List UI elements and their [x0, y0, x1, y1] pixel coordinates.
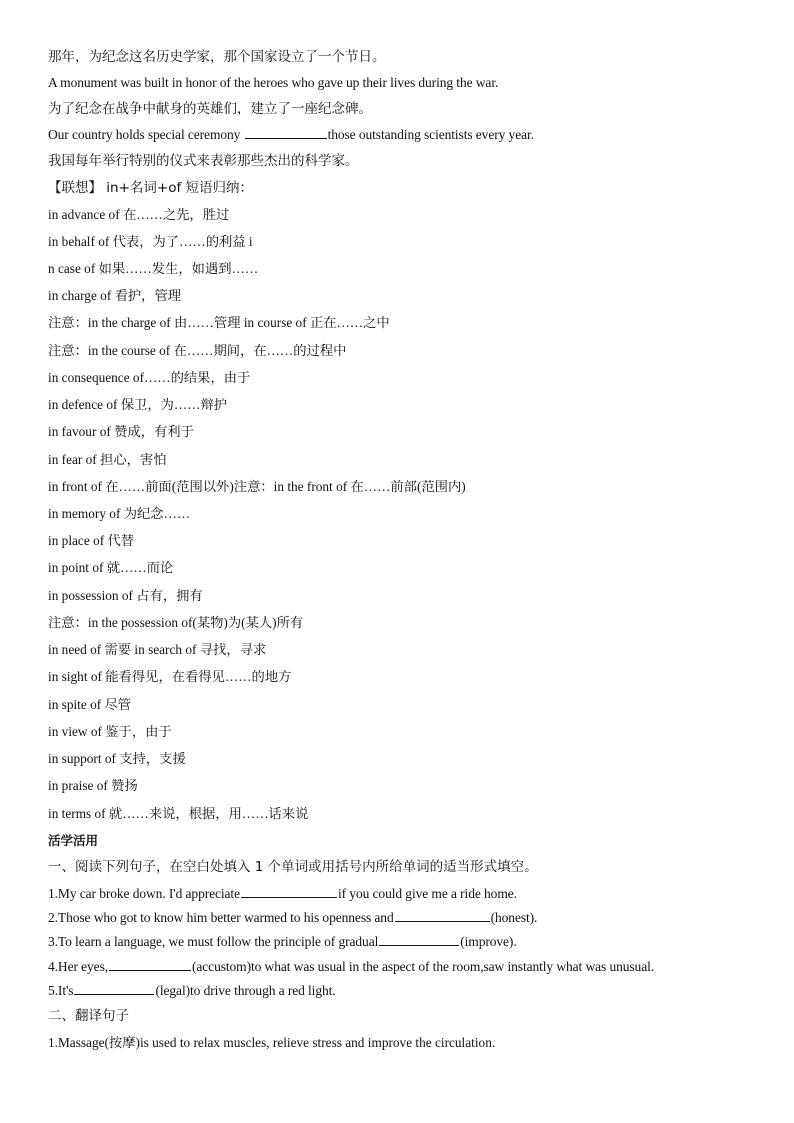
phrase-item: in spite of 尽管 [48, 697, 132, 712]
phrase-item: in front of 在……前面(范围以外)注意：in the front of 在……前部(范围内) [48, 479, 466, 494]
phrase-item: in praise of 赞扬 [48, 778, 138, 793]
exercise-item [48, 958, 654, 976]
sentence-cn: 我国每年举行特别的仪式来表彰那些杰出的科学家。 [48, 153, 359, 169]
phrase-item: in advance of 在……之先，胜过 [48, 207, 230, 222]
answer-blank [109, 958, 191, 971]
text-before-blank: 4.Her eyes, [48, 959, 108, 974]
phrase-note: 注意：in the charge of 由……管理 in course of 正在……之中 [48, 315, 390, 330]
phrase-item: in point of 就……而论 [48, 560, 174, 575]
phrase-item: in support of 支持，支援 [48, 751, 186, 766]
text-after-blank: (legal)to drive through a red light. [155, 983, 336, 998]
text-before-blank: Our country holds special ceremony [48, 127, 244, 142]
phrase-item: in terms of 就……来说，根据，用……话来说 [48, 806, 309, 821]
section-instruction: 一、阅读下列句子，在空白处填入 1 个单词或用括号内所给单词的适当形式填空。 [48, 859, 538, 875]
fill-sentence [48, 126, 534, 144]
answer-blank [395, 909, 490, 922]
answer-blank [245, 126, 327, 139]
section-heading: 二、翻译句子 [48, 1008, 129, 1024]
phrase-item: in need of 需要 in search of 寻找，寻求 [48, 642, 267, 657]
phrase-item: in view of 鉴于，由于 [48, 724, 172, 739]
text-after-blank: those outstanding scientists every year. [327, 127, 534, 142]
phrase-item: in place of 代替 [48, 533, 135, 548]
answer-blank [74, 982, 154, 995]
text-before-blank: 3.To learn a language, we must follow the principle of gradual [48, 934, 379, 949]
text-after-blank: if you could give me a ride home. [337, 886, 517, 901]
sentence-en: A monument was built in honor of the heroes who gave up their lives during the war. [48, 75, 499, 90]
phrase-item: in possession of 占有，拥有 [48, 588, 203, 603]
phrase-item: in memory of 为纪念…… [48, 506, 191, 521]
phrase-item: in charge of 看护，管理 [48, 288, 182, 303]
exercise-item [48, 909, 537, 927]
text-before-blank: 1.My car broke down. I'd appreciate [48, 886, 240, 901]
phrase-item: n case of 如果……发生，如遇到…… [48, 261, 259, 276]
phrase-item: in defence of 保卫，为……辩护 [48, 397, 228, 412]
text-after-blank: (improve). [460, 934, 517, 949]
phrase-item: in consequence of……的结果，由于 [48, 370, 251, 385]
phrase-note: 注意：in the course of 在……期间，在……的过程中 [48, 343, 347, 358]
phrase-item: in behalf of 代表，为了……的利益 i [48, 234, 253, 249]
text-before-blank: 2.Those who got to know him better warmed to his openness and [48, 910, 394, 925]
sentence-cn: 那年，为纪念这名历史学家，那个国家设立了一个节日。 [48, 49, 386, 65]
translation-item: 1.Massage(按摩)is used to relax muscles, relieve stress and improve the circulation. [48, 1035, 496, 1050]
text-after-blank: (honest). [490, 910, 538, 925]
text-before-blank: 5.It's [48, 983, 74, 998]
sentence-cn: 为了纪念在战争中献身的英雄们，建立了一座纪念碑。 [48, 101, 372, 117]
practice-heading: 活学活用 [48, 833, 99, 848]
text-after-blank: (accustom)to what was usual in the aspect of the room,saw instantly what was unusual. [192, 959, 655, 974]
answer-blank [241, 885, 337, 898]
association-heading: 【联想】 in+名词+of 短语归纳： [48, 180, 254, 196]
phrase-item: in favour of 赞成，有利于 [48, 424, 194, 439]
answer-blank [379, 933, 459, 946]
phrase-item: in fear of 担心，害怕 [48, 452, 167, 467]
exercise-item [48, 982, 336, 1000]
phrase-item: in sight of 能看得见，在看得见……的地方 [48, 669, 292, 684]
exercise-item [48, 885, 517, 903]
phrase-note: 注意：in the possession of(某物)为(某人)所有 [48, 615, 304, 630]
exercise-item [48, 933, 517, 951]
